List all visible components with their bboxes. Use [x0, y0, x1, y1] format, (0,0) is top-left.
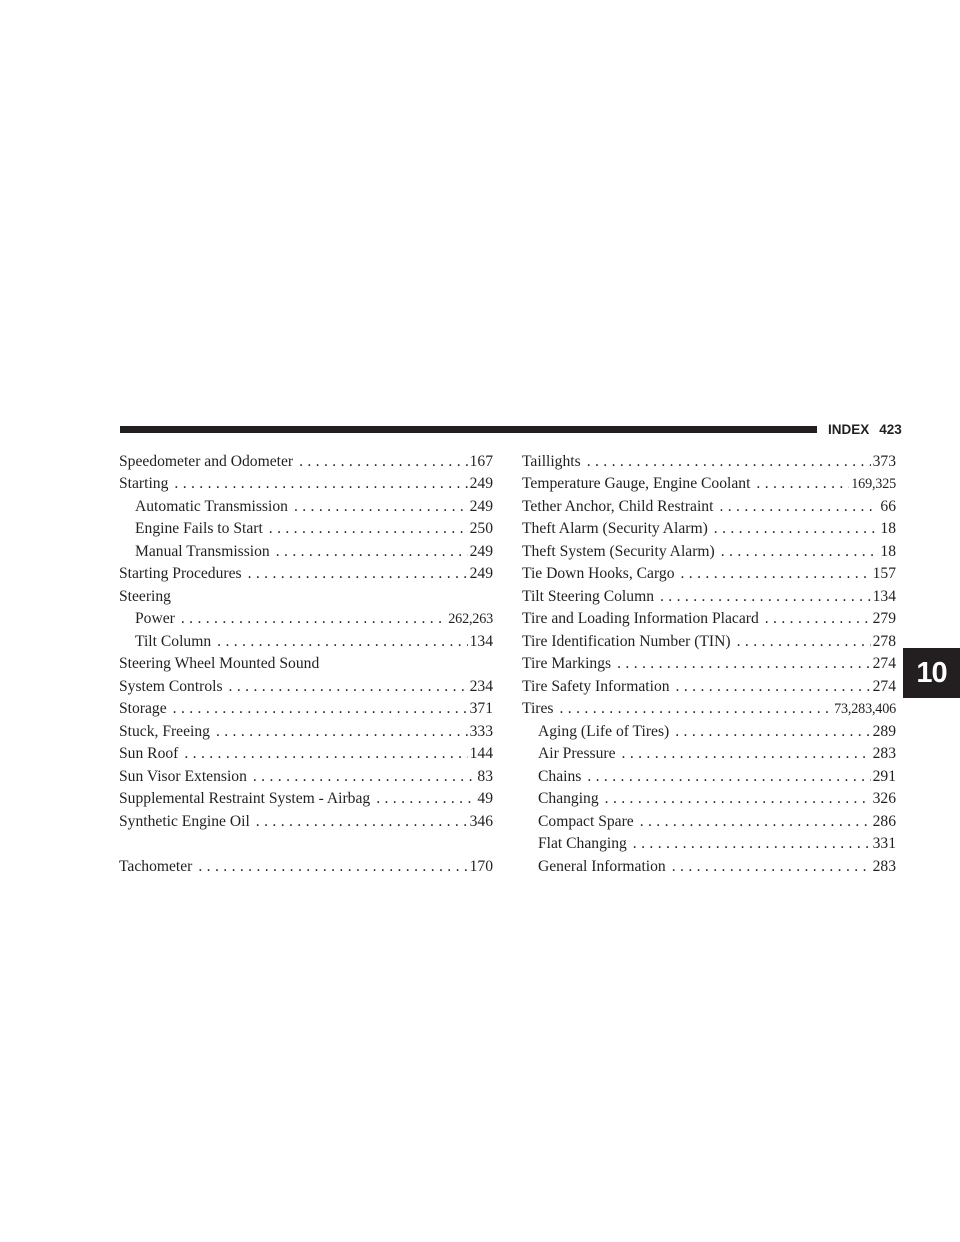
dot-leader — [708, 518, 879, 540]
entry-pages: 371 — [469, 700, 493, 717]
index-column-left — [119, 450, 493, 878]
entry-term: Manual Transmission — [135, 542, 270, 560]
dot-leader — [715, 541, 879, 563]
index-entry — [522, 585, 896, 608]
dot-leader — [731, 631, 871, 653]
entry-pages: 291 — [872, 767, 896, 785]
index-entry — [522, 473, 896, 496]
index-entry — [522, 495, 896, 518]
entry-term: Steering — [119, 587, 171, 605]
dot-leader — [167, 698, 468, 720]
running-header — [828, 422, 902, 438]
dot-leader — [670, 676, 871, 698]
entry-pages: 167 — [469, 452, 493, 470]
entry-term: Tie Down Hooks, Cargo — [522, 565, 675, 582]
entry-term: Engine Fails to Start — [135, 520, 263, 537]
entry-pages: 66 — [880, 497, 896, 515]
dot-leader — [554, 698, 833, 720]
index-entry — [119, 653, 493, 676]
entry-term: Starting Procedures — [119, 565, 242, 582]
entry-term: Storage — [119, 700, 167, 717]
entry-pages: 278 — [872, 632, 896, 650]
entry-pages: 18 — [880, 542, 896, 560]
entry-pages: 262,263 — [448, 611, 493, 627]
entry-pages: 49 — [477, 790, 493, 807]
dot-leader — [713, 496, 878, 518]
entry-term: Air Pressure — [538, 745, 616, 762]
entry-pages: 249 — [469, 497, 493, 515]
index-subentry — [522, 788, 896, 811]
index-entry — [119, 743, 493, 766]
entry-term: Steering Wheel Mounted Sound — [119, 655, 320, 672]
index-subentry — [522, 810, 896, 833]
entry-term: General Information — [538, 857, 666, 875]
index-entry — [119, 585, 493, 608]
dot-leader — [581, 451, 871, 473]
index-entry — [522, 540, 896, 563]
entry-term: Speedometer and Odometer — [119, 452, 294, 470]
entry-pages: 279 — [872, 610, 896, 627]
entry-term: Tire Safety Information — [522, 677, 670, 695]
index-entry — [119, 473, 493, 496]
index-entry — [119, 765, 493, 788]
dot-leader — [178, 743, 467, 765]
entry-pages: 373 — [872, 452, 896, 470]
dot-leader — [250, 811, 468, 833]
dot-leader — [616, 743, 871, 765]
entry-term: Taillights — [522, 452, 581, 470]
dot-leader — [288, 496, 468, 518]
dot-leader — [270, 541, 468, 563]
index-entry — [522, 563, 896, 586]
dot-leader — [247, 766, 476, 788]
entry-term: Tilt Steering Column — [522, 587, 654, 605]
dot-leader — [263, 518, 468, 540]
entry-pages: 249 — [469, 542, 493, 560]
dot-leader — [192, 856, 467, 878]
dot-leader — [293, 451, 468, 473]
entry-term: Tire Markings — [522, 655, 612, 672]
chapter-tab: 10 — [903, 648, 960, 698]
entry-term: Temperature Gauge, Engine Coolant — [522, 475, 751, 492]
dot-leader — [634, 811, 871, 833]
entry-pages: 73,283,406 — [834, 701, 896, 717]
index-entry — [119, 788, 493, 811]
entry-pages: 144 — [469, 745, 493, 762]
entry-pages: 169,325 — [851, 476, 896, 492]
entry-term: Aging (Life of Tires) — [538, 722, 670, 740]
dot-leader — [759, 608, 871, 630]
entry-pages: 283 — [872, 745, 896, 762]
entry-pages: 170 — [469, 857, 493, 875]
entry-pages: 249 — [469, 565, 493, 582]
entry-term: Tilt Column — [135, 632, 212, 650]
entry-term: Chains — [538, 767, 582, 785]
entry-term: Synthetic Engine Oil — [119, 812, 250, 830]
section-title: INDEX — [828, 422, 870, 437]
entry-pages: 274 — [872, 677, 896, 695]
entry-pages: 333 — [469, 722, 493, 740]
entry-pages: 134 — [872, 587, 896, 605]
entry-pages: 274 — [872, 655, 896, 672]
entry-pages: 18 — [880, 520, 896, 537]
header-rule — [120, 426, 817, 433]
dot-leader — [370, 788, 475, 810]
dot-leader — [599, 788, 871, 810]
page-number: 423 — [879, 422, 902, 437]
entry-term: Compact Spare — [538, 812, 634, 830]
index-subentry — [119, 540, 493, 563]
dot-leader — [627, 833, 871, 855]
index-column-right — [522, 450, 896, 878]
index-entry — [522, 608, 896, 631]
entry-pages: 249 — [469, 475, 493, 492]
dot-leader — [242, 563, 468, 585]
entry-pages: 326 — [872, 790, 896, 807]
index-entry — [119, 563, 493, 586]
index-entry — [522, 653, 896, 676]
entry-term: Tire and Loading Information Placard — [522, 610, 759, 627]
index-subentry — [119, 495, 493, 518]
entry-term: Flat Changing — [538, 835, 627, 852]
entry-pages: 234 — [469, 677, 493, 695]
entry-term: Tether Anchor, Child Restraint — [522, 497, 714, 515]
index-entry — [119, 698, 493, 721]
entry-pages: 250 — [469, 520, 493, 537]
dot-leader — [611, 653, 871, 675]
index-entry — [119, 675, 493, 698]
index-subentry — [119, 630, 493, 653]
entry-term: Sun Visor Extension — [119, 767, 247, 785]
dot-leader — [175, 608, 446, 630]
entry-term: Theft System (Security Alarm) — [522, 542, 715, 560]
entry-term: Power — [135, 610, 175, 627]
entry-term: Starting — [119, 475, 169, 492]
entry-term: Theft Alarm (Security Alarm) — [522, 520, 708, 537]
dot-leader — [654, 586, 871, 608]
dot-leader — [669, 721, 870, 743]
index-subentry — [119, 608, 493, 631]
dot-leader — [675, 563, 871, 585]
entry-pages: 346 — [469, 812, 493, 830]
entry-pages: 289 — [872, 722, 896, 740]
index-entry — [522, 450, 896, 473]
index-subentry — [522, 765, 896, 788]
entry-term: Tires — [522, 700, 554, 717]
index-entry — [119, 810, 493, 833]
dot-leader — [211, 631, 467, 653]
index-entry — [119, 720, 493, 743]
index-subentry — [522, 720, 896, 743]
entry-pages: 83 — [477, 767, 493, 785]
entry-term: Tachometer — [119, 857, 193, 875]
index-entry — [119, 450, 493, 473]
entry-pages: 157 — [872, 565, 896, 582]
dot-leader — [581, 766, 870, 788]
dot-leader — [210, 721, 468, 743]
dot-leader — [168, 473, 467, 495]
entry-term: System Controls — [119, 677, 223, 695]
entry-pages: 283 — [872, 857, 896, 875]
entry-pages: 286 — [872, 812, 896, 830]
index-entry — [522, 518, 896, 541]
entry-pages: 134 — [469, 632, 493, 650]
dot-leader — [666, 856, 871, 878]
index-subentry — [522, 855, 896, 878]
entry-term: Changing — [538, 790, 599, 807]
entry-term: Sun Roof — [119, 745, 179, 762]
dot-leader — [750, 473, 849, 495]
entry-term: Tire Identification Number (TIN) — [522, 632, 731, 650]
index-entry — [522, 698, 896, 721]
entry-term: Stuck, Freeing — [119, 722, 210, 740]
index-entry — [522, 675, 896, 698]
index-subentry — [522, 833, 896, 856]
index-subentry — [119, 518, 493, 541]
index-subentry — [522, 743, 896, 766]
index-entry — [119, 855, 493, 878]
index-entry — [522, 630, 896, 653]
entry-term: Automatic Transmission — [135, 497, 288, 515]
dot-leader — [223, 676, 468, 698]
entry-term: Supplemental Restraint System - Airbag — [119, 790, 371, 807]
entry-pages: 331 — [872, 835, 896, 852]
